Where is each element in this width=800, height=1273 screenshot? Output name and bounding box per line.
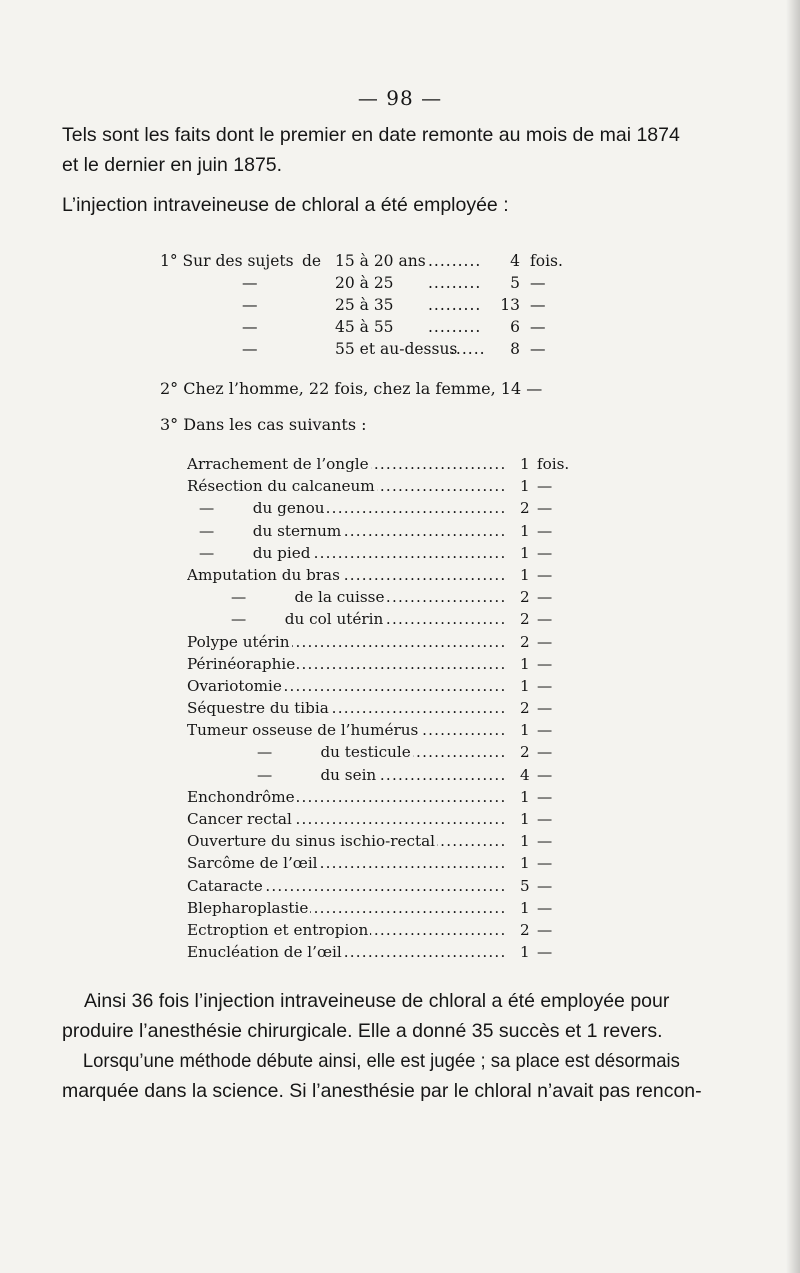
case-label: — du sternum ..... — [187, 520, 505, 542]
case-unit: — — [537, 610, 553, 629]
case-unit: — — [537, 943, 553, 962]
case-count: 2 — [520, 699, 530, 718]
case-row — [187, 741, 587, 763]
age-table — [160, 250, 580, 360]
case-count: 1 — [520, 654, 530, 673]
case-row — [187, 830, 587, 852]
intro-line-2: et le dernier en juin 1875. — [62, 154, 283, 176]
final-line-1: Lorsqu’une méthode débute ainsi, elle est jugée ; sa place est désormais — [82, 1050, 680, 1072]
case-count: 1 — [520, 898, 530, 917]
case-count: 2 — [520, 610, 530, 629]
case-label: Ectroption et entropion ..... — [187, 919, 505, 941]
case-label: — du genou ..... — [187, 497, 505, 519]
case-row — [187, 808, 587, 830]
cases-heading: 3° Dans les cas suivants : — [160, 415, 367, 434]
case-count: 1 — [520, 455, 530, 473]
case-row — [187, 475, 587, 497]
case-unit: — — [537, 632, 553, 651]
final-line-2: marquée dans la science. Si l’anesthésie par le chloral n’avait pas rencon- — [62, 1080, 702, 1102]
age-row — [160, 294, 580, 316]
case-unit: — — [537, 654, 553, 673]
age-leader-dots: ...... — [450, 340, 486, 358]
case-count: 1 — [520, 832, 530, 851]
age-range: 15 à 20 ans — [335, 252, 426, 270]
case-count: 2 — [520, 499, 530, 518]
page-edge-shadow — [786, 0, 800, 1273]
case-row — [187, 697, 587, 719]
case-label: Cataracte ..... — [187, 875, 505, 897]
case-count: 1 — [520, 676, 530, 695]
age-row — [160, 272, 580, 294]
age-unit: fois. — [530, 252, 563, 270]
age-row — [160, 250, 580, 272]
case-label: Arrachement de l’ongle ..... — [187, 453, 505, 475]
case-label: Cancer rectal ..... — [187, 808, 505, 830]
case-unit: fois. — [537, 455, 570, 473]
case-label: Polype utérin ..... — [187, 631, 505, 653]
case-label: Résection du calcaneum ..... — [187, 475, 505, 497]
case-count: 2 — [520, 632, 530, 651]
case-unit: — — [537, 765, 553, 784]
case-count: 2 — [520, 920, 530, 939]
case-count: 1 — [520, 477, 530, 496]
age-unit: — — [530, 318, 546, 336]
age-connector: de — [302, 252, 322, 270]
case-unit: — — [537, 543, 553, 562]
case-count: 5 — [520, 876, 530, 895]
age-row — [160, 338, 580, 360]
age-count: 8 — [510, 340, 520, 358]
case-count: 1 — [520, 943, 530, 962]
case-row — [187, 786, 587, 808]
case-count: 4 — [520, 765, 530, 784]
sex-distribution-line: 2° Chez l’homme, 22 fois, chez la femme, 14 — — [160, 379, 543, 398]
conclusion-paragraph — [62, 986, 702, 1046]
age-range: 25 à 35 — [335, 296, 394, 314]
case-label: — du testicule ..... — [187, 741, 505, 763]
case-label: Ouverture du sinus ischio-rectal ..... — [187, 830, 505, 852]
case-count: 1 — [520, 721, 530, 740]
age-unit: — — [530, 296, 546, 314]
case-row — [187, 631, 587, 653]
age-range: 55 et au-dessus — [335, 340, 458, 358]
cases-table — [187, 453, 587, 963]
case-count: 1 — [520, 810, 530, 828]
case-unit: — — [537, 898, 553, 917]
case-label: Tumeur osseuse de l’humérus ..... — [187, 719, 505, 741]
age-leader-dots: ......... — [428, 318, 482, 336]
case-unit: — — [537, 521, 553, 540]
case-unit: — — [537, 876, 553, 895]
intro-statement — [62, 190, 702, 220]
case-count: 1 — [520, 787, 530, 806]
intro-line-3: L’injection intraveineuse de chloral a été employée : — [62, 194, 509, 216]
age-range: 45 à 55 — [335, 318, 394, 336]
age-dash: — — [242, 274, 258, 292]
case-label: Enucléation de l’œil ..... — [187, 941, 505, 963]
case-unit: — — [537, 920, 553, 939]
case-unit: — — [537, 499, 553, 518]
intro-paragraph — [62, 120, 702, 180]
intro-line-1: Tels sont les faits dont le premier en date remonte au mois de mai 1874 — [62, 124, 680, 146]
case-row — [187, 564, 587, 586]
case-unit: — — [537, 743, 553, 762]
case-label: Amputation du bras ..... — [187, 564, 505, 586]
case-label: Enchondrôme ..... — [187, 786, 505, 808]
case-row — [187, 764, 587, 786]
age-dash: — — [242, 318, 258, 336]
case-unit: — — [537, 854, 553, 873]
age-range: 20 à 25 — [335, 274, 394, 292]
case-unit: — — [537, 832, 553, 851]
case-row — [187, 608, 587, 630]
age-leader-dots: ......... — [428, 274, 482, 292]
case-row — [187, 675, 587, 697]
case-count: 1 — [520, 543, 530, 562]
conclusion-line-2: produire l’anesthésie chirurgicale. Elle a donné 35 succès et 1 revers. — [62, 1020, 663, 1042]
age-count: 13 — [500, 296, 520, 314]
case-label: — du sein ..... — [187, 764, 505, 786]
case-unit: — — [537, 699, 553, 718]
case-unit: — — [537, 810, 553, 828]
conclusion-line-1: Ainsi 36 fois l’injection intraveineuse de chloral a été employée pour — [84, 990, 670, 1012]
age-count: 4 — [510, 252, 520, 270]
age-count: 6 — [510, 318, 520, 336]
case-label: — de la cuisse ..... — [187, 586, 505, 608]
case-row — [187, 586, 587, 608]
age-leader-dots: ......... — [428, 252, 482, 270]
final-paragraph — [62, 1046, 702, 1106]
case-count: 2 — [520, 588, 530, 607]
age-lead: 1° Sur des sujets — [160, 252, 294, 270]
age-leader-dots: ......... — [428, 296, 482, 314]
case-unit: — — [537, 676, 553, 695]
case-count: 1 — [520, 854, 530, 873]
case-count: 2 — [520, 743, 530, 762]
age-row — [160, 316, 580, 338]
case-unit: — — [537, 477, 553, 496]
case-label: — du col utérin ..... — [187, 608, 505, 630]
case-row — [187, 941, 587, 963]
case-row — [187, 497, 587, 519]
case-label: Ovariotomie ..... — [187, 675, 505, 697]
age-unit: — — [530, 340, 546, 358]
case-row — [187, 875, 587, 897]
case-unit: — — [537, 565, 553, 584]
age-count: 5 — [510, 274, 520, 292]
case-row — [187, 919, 587, 941]
case-label: Séquestre du tibia ..... — [187, 697, 505, 719]
age-unit: — — [530, 274, 546, 292]
case-label: Blepharoplastie ..... — [187, 897, 505, 919]
case-row — [187, 897, 587, 919]
age-dash: — — [242, 296, 258, 314]
case-row — [187, 453, 587, 475]
case-count: 1 — [520, 521, 530, 540]
case-unit: — — [537, 721, 553, 740]
case-label: Sarcôme de l’œil ..... — [187, 852, 505, 874]
page-number: — 98 — — [357, 86, 443, 110]
case-unit: — — [537, 787, 553, 806]
case-row — [187, 719, 587, 741]
case-row — [187, 852, 587, 874]
case-unit: — — [537, 588, 553, 607]
case-label: Périnéoraphie ..... — [187, 653, 505, 675]
case-count: 1 — [520, 565, 530, 584]
case-row — [187, 653, 587, 675]
age-dash: — — [242, 340, 258, 358]
case-row — [187, 520, 587, 542]
case-label: — du pied ..... — [187, 542, 505, 564]
case-row — [187, 542, 587, 564]
